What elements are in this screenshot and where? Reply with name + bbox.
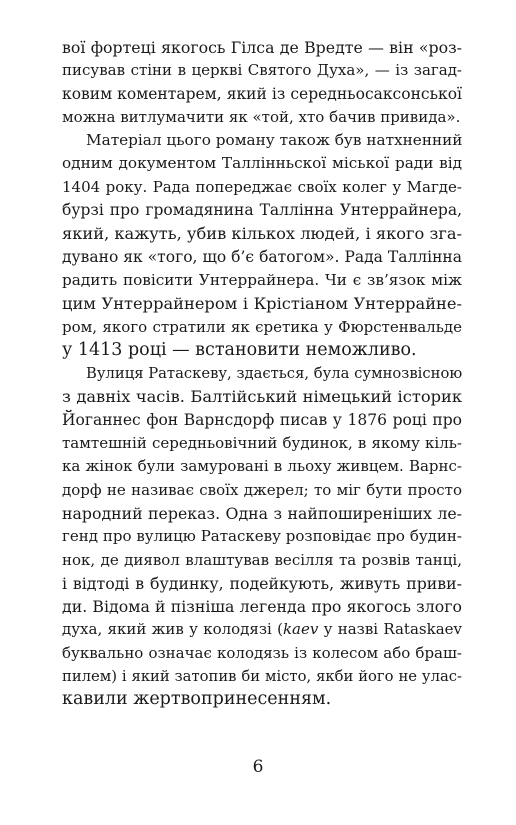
text-line: пилем) і який затопив би місто, якби його не улас-	[62, 668, 462, 686]
text-line: у 1413 році — встановити неможливо.	[62, 339, 417, 360]
text-line: радить повісити Унтеррайнера. Чи є зв’язок між	[62, 270, 462, 289]
text-line: який, кажуть, убив кількох людей, і якого зга-	[62, 224, 463, 244]
text-line: тамтешній середньовічний будинок, в якому кіль-	[62, 434, 462, 453]
text-line: ка жінок були замуровані в льоху живцем. Варнс-	[62, 457, 462, 476]
text-line: буквально означає колодязь із колесом або браш-	[62, 643, 462, 662]
text-line: народний переказ. Одна з найпоширеніших ле-	[62, 503, 462, 523]
text-line: ром, якого стратили як єретика у Фюрстенвальде	[62, 317, 462, 336]
text-line: бурзі про громадянина Таллінна Унтеррайнера,	[62, 201, 462, 220]
text-line: нок, де диявол влаштував весілля та розвів танці,	[62, 550, 462, 569]
text-line: ковим коментарем, який із середньосаксонської	[62, 84, 462, 103]
text-line: 1404 року. Рада попереджає своїх колег у Магде-	[62, 177, 462, 196]
text-line: і відтоді в будинку, подейкують, живуть приви-	[62, 573, 462, 593]
text-line: ди. Відома й пізніша легенда про якогось злого	[62, 597, 462, 617]
text-line: писував стіни в церкві Святого Духа», — із загад-	[62, 61, 462, 80]
text-line: Йоганнес фон Варнсдорф писав у 1876 році про	[62, 410, 462, 429]
paragraph	[62, 129, 462, 362]
text-line: Матеріал цього роману також був натхненний	[86, 131, 463, 150]
paragraph	[62, 362, 462, 711]
text-line: дувано як «того, що б’є батогом». Рада Таллінна	[62, 247, 462, 266]
text-line: духа, який жив у колодязі (kaev у назві Rataskaev	[62, 620, 462, 639]
paragraph	[62, 36, 462, 129]
text-line: кавили жертвопринесенням.	[62, 689, 332, 710]
text-line: Вулиця Ратаскеву, здається, була сумнозвісною	[86, 365, 463, 383]
text-line: з давніх часів. Балтійський німецький історик	[62, 387, 462, 407]
page-body	[62, 36, 462, 712]
text-line: одним документом Таллінньскої міської ради від	[62, 154, 462, 173]
text-line: цим Унтеррайнером і Крістіаном Унтеррайне-	[62, 294, 462, 314]
text-line: генд про вулицю Ратаскеву розповідає про будин-	[62, 527, 462, 546]
text-line: дорф не називає своїх джерел; то міг бути просто	[62, 480, 462, 499]
text-line: можна витлумачити як «той, хто бачив привида».	[62, 107, 461, 126]
page-number: 6	[252, 757, 264, 777]
text-line: вої фортеці якогось Гілса де Вредте — він «роз-	[62, 38, 462, 57]
italic-term: kaev	[282, 620, 319, 639]
